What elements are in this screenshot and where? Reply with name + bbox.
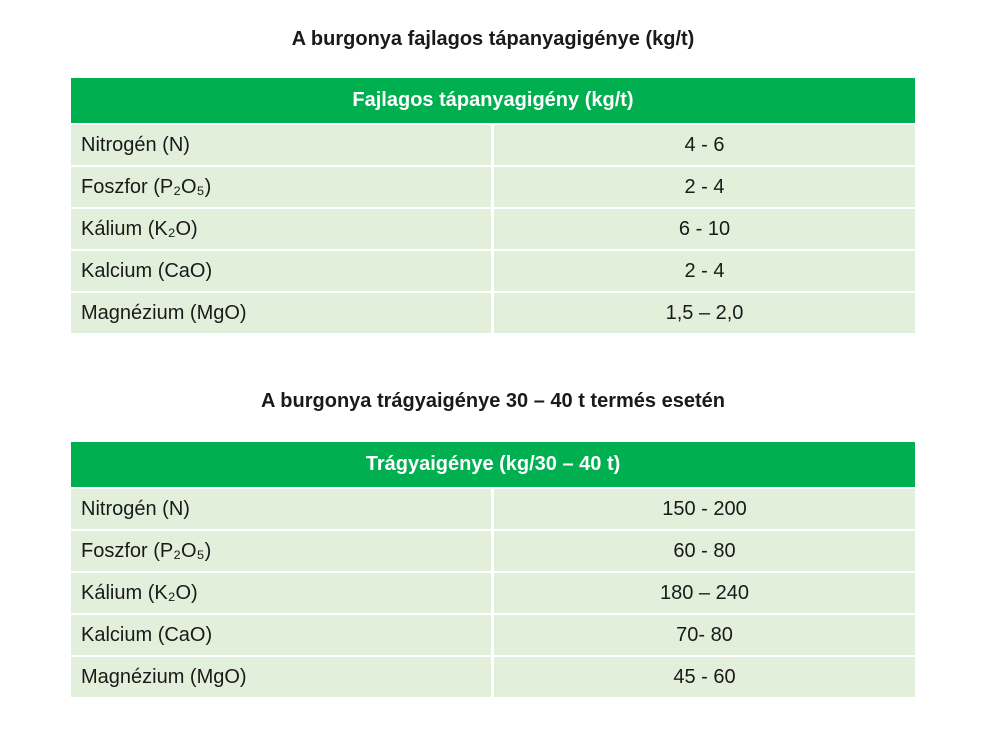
nutrient-cell: Magnézium (MgO) [71, 293, 494, 335]
value-cell: 70- 80 [494, 615, 915, 657]
value-cell: 60 - 80 [494, 531, 915, 573]
table-header: Fajlagos tápanyagigény (kg/t) [71, 78, 915, 125]
value-cell: 45 - 60 [494, 657, 915, 699]
table-2-title: A burgonya trágyaigénye 30 – 40 t termés esetén [261, 390, 725, 412]
table-row [71, 251, 915, 293]
table-1-title: A burgonya fajlagos tápanyagigénye (kg/t) [291, 28, 695, 50]
value-cell: 180 – 240 [494, 573, 915, 615]
table-row [71, 489, 915, 531]
nutrient-cell: Kálium (K₂O) [71, 209, 494, 251]
table-row [71, 167, 915, 209]
value-cell: 6 - 10 [494, 209, 915, 251]
value-cell: 150 - 200 [494, 489, 915, 531]
specific-nutrient-table [71, 78, 915, 335]
value-cell: 2 - 4 [494, 167, 915, 209]
table-row [71, 657, 915, 699]
table-row [71, 125, 915, 167]
value-cell: 4 - 6 [494, 125, 915, 167]
nutrient-cell: Foszfor (P₂O₅) [71, 531, 494, 573]
nutrient-cell: Nitrogén (N) [71, 125, 494, 167]
table-row [71, 209, 915, 251]
nutrient-cell: Kalcium (CaO) [71, 615, 494, 657]
nutrient-cell: Kálium (K₂O) [71, 573, 494, 615]
nutrient-cell: Kalcium (CaO) [71, 251, 494, 293]
nutrient-cell: Magnézium (MgO) [71, 657, 494, 699]
value-cell: 1,5 – 2,0 [494, 293, 915, 335]
table-header: Trágyaigénye (kg/30 – 40 t) [71, 442, 915, 489]
table-row [71, 531, 915, 573]
fertilizer-need-table [71, 442, 915, 699]
nutrient-cell: Nitrogén (N) [71, 489, 494, 531]
nutrient-cell: Foszfor (P₂O₅) [71, 167, 494, 209]
table-row [71, 573, 915, 615]
table-row [71, 615, 915, 657]
value-cell: 2 - 4 [494, 251, 915, 293]
table-row [71, 293, 915, 335]
